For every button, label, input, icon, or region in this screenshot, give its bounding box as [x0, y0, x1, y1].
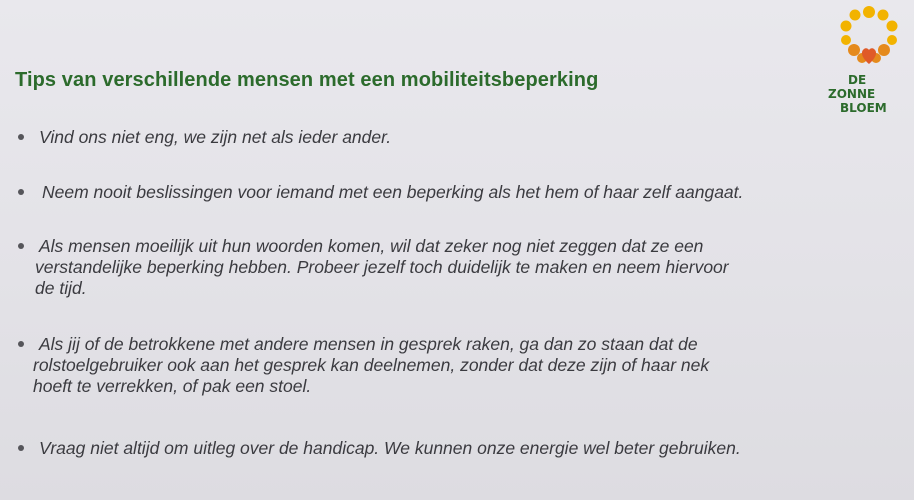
logo-text-line: ZONNE [828, 87, 876, 101]
tip-line: Neem nooit beslissingen voor iemand met een beperking als het hem of haar zelf aangaat. [42, 182, 744, 202]
tip-text [39, 438, 868, 459]
tip-text [42, 182, 871, 203]
bullet-icon [18, 445, 24, 451]
tip-text [35, 236, 868, 299]
document-title: Tips van verschillende mensen met een mobiliteitsbeperking [15, 69, 599, 92]
tip-line: hoeft te verrekken, of pak een stoel. [33, 376, 312, 396]
bullet-icon [18, 243, 24, 249]
tip-line: de tijd. [35, 278, 87, 298]
bullet-icon [18, 134, 24, 140]
logo-text-line: DE [848, 73, 867, 87]
bullet-icon [18, 341, 24, 347]
tip-line: Als jij of de betrokkene met andere mensen in gesprek raken, ga dan zo staan dat de [39, 334, 698, 354]
tip-line: Vind ons niet eng, we zijn net als ieder ander. [39, 127, 392, 147]
tip-line: Als mensen moeilijk uit hun woorden komen, wil dat zeker nog niet zeggen dat ze een [39, 236, 704, 256]
logo-text-line: BLOEM [840, 101, 887, 115]
tip-line: rolstoelgebruiker ook aan het gesprek kan deelnemen, zonder dat deze zijn of haar nek [33, 355, 710, 375]
tip-text [39, 127, 868, 148]
tip-text [33, 334, 868, 397]
tip-line: verstandelijke beperking hebben. Probeer jezelf toch duidelijk te maken en neem hiervoor [35, 257, 729, 277]
tip-line: Vraag niet altijd om uitleg over de handicap. We kunnen onze energie wel beter gebruiken. [39, 438, 741, 458]
bullet-icon [18, 189, 24, 195]
